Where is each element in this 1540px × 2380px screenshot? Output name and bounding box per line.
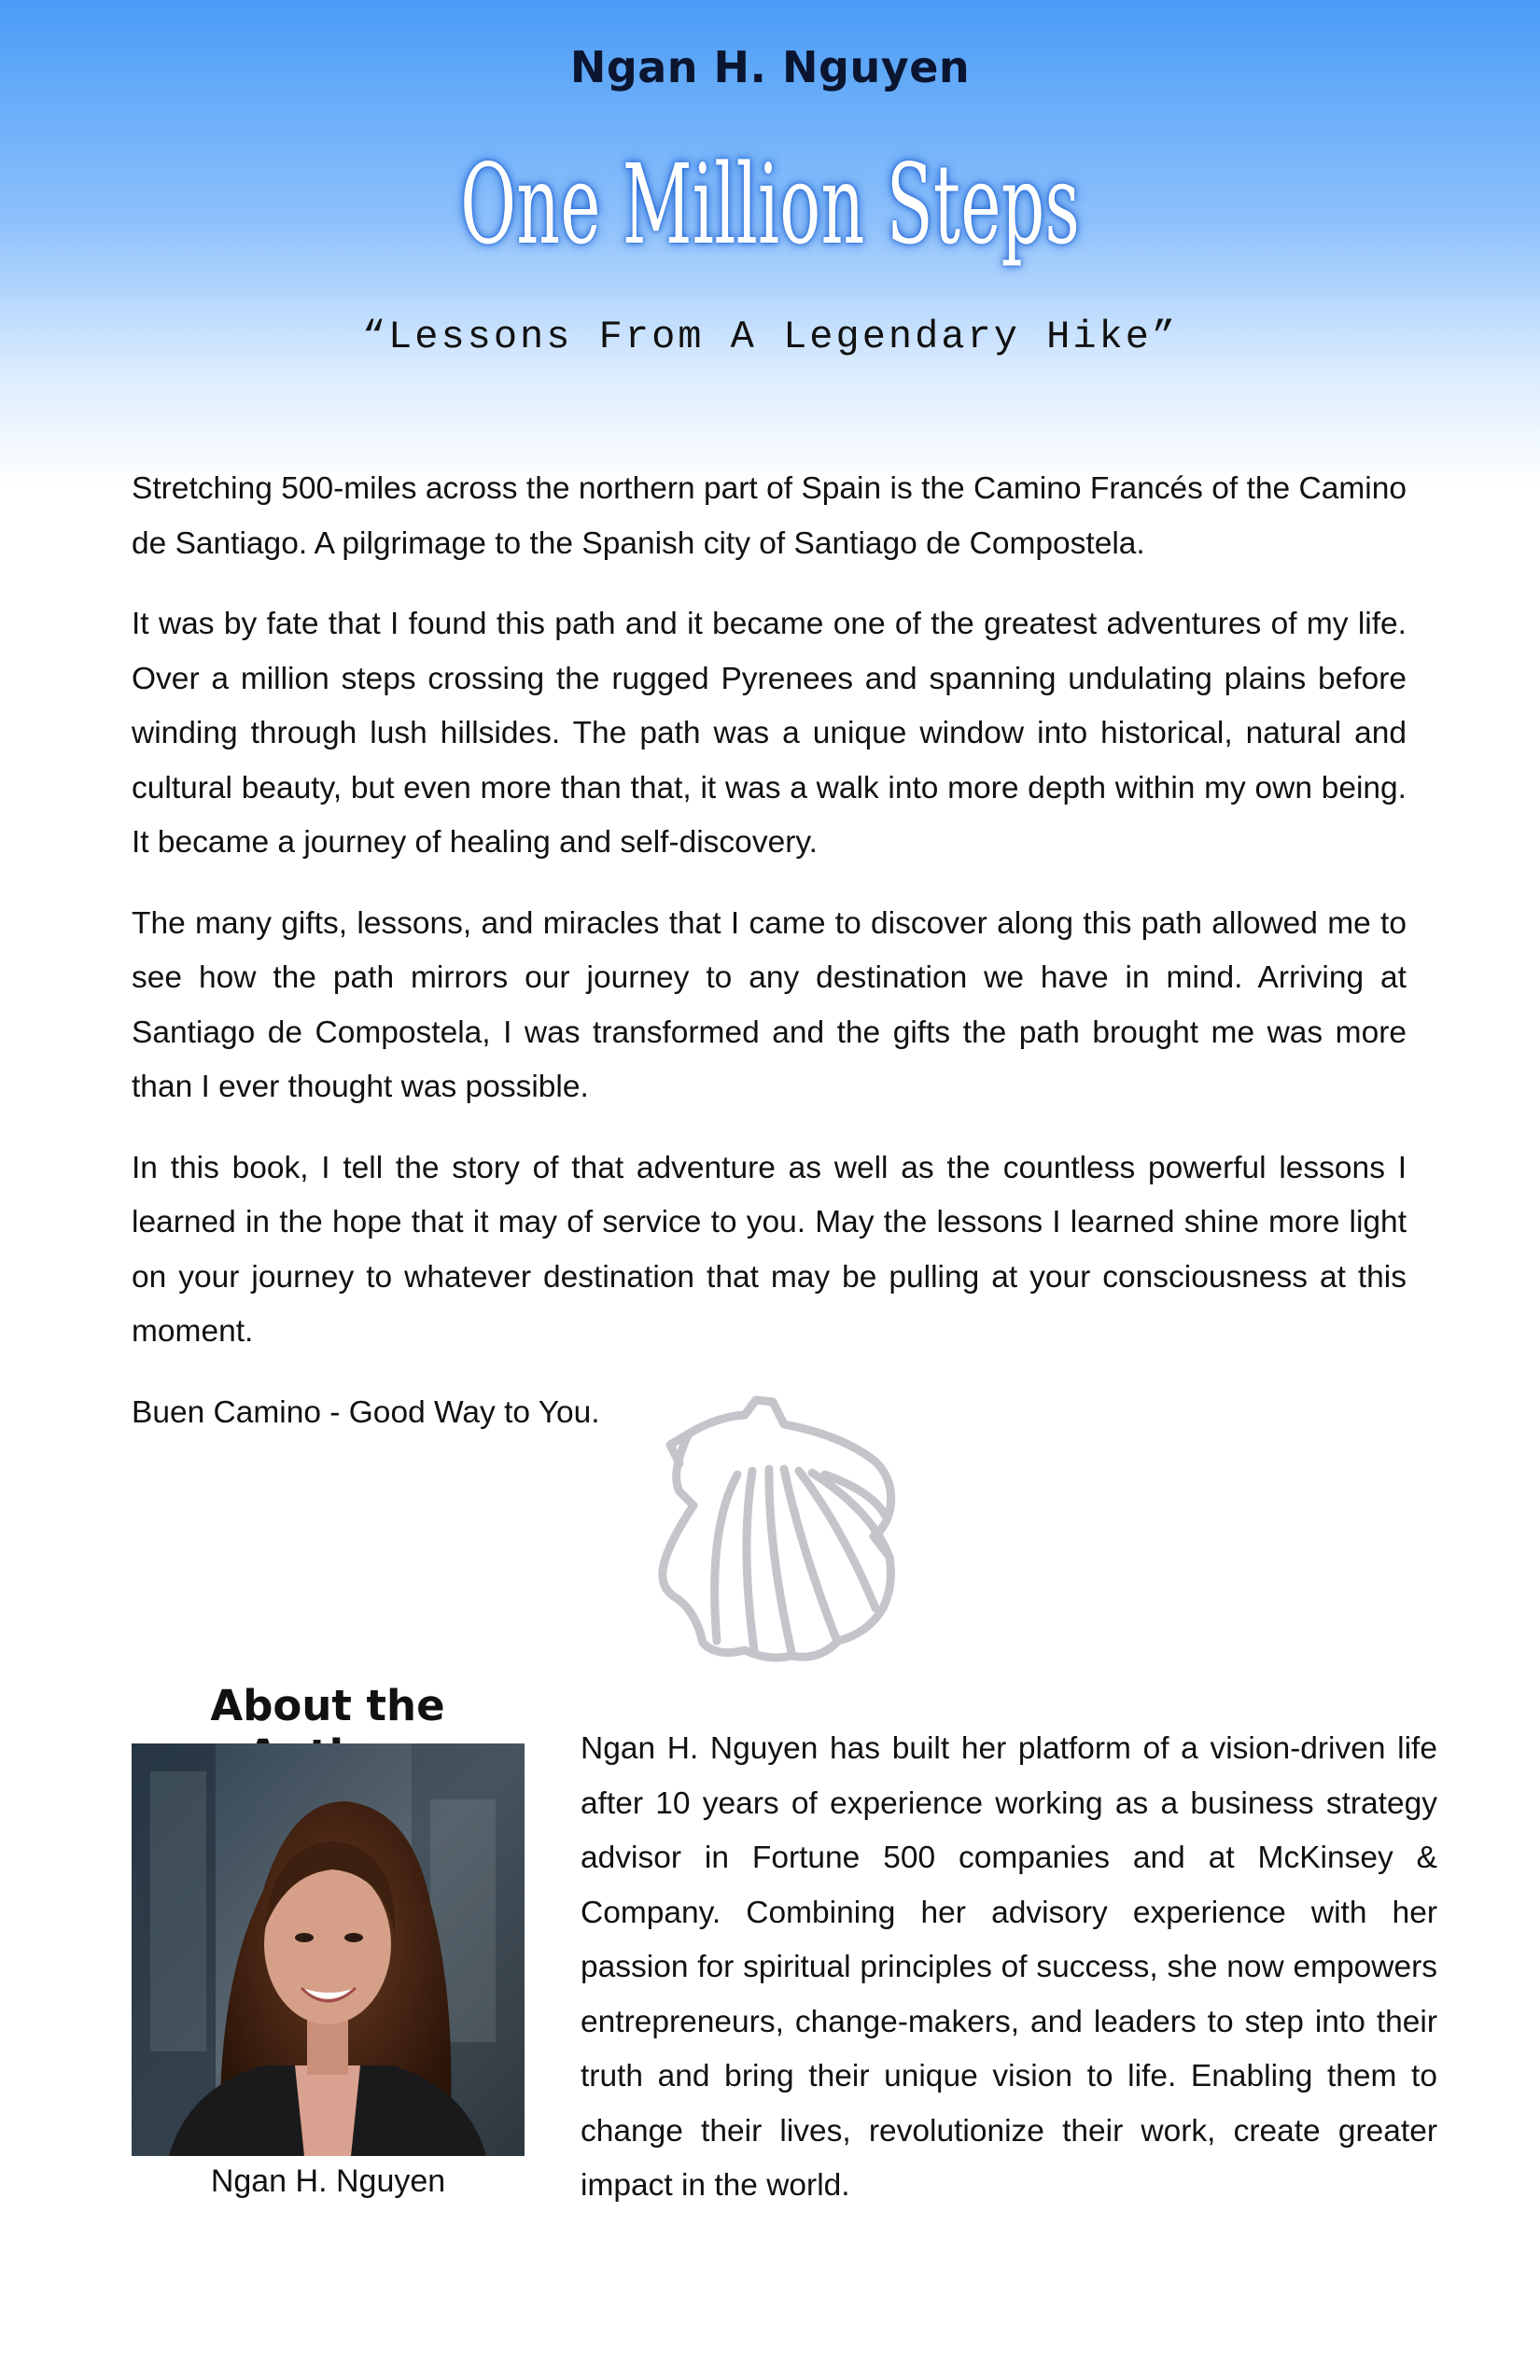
author-name: Ngan H. Nguyen xyxy=(569,42,971,92)
book-title: One Million Steps xyxy=(460,140,1080,269)
book-subtitle: “Lessons From A Legendary Hike” xyxy=(361,315,1179,359)
scallop-shell-icon xyxy=(651,1389,950,1669)
paragraph-2: It was by fate that I found this path and it became one of the greatest adventures of my life. Over a million steps crossing the rugged Pyrenees and spanning undulating plains before winding through lush hillsides. The path was a unique window into historical, natural and cultural beauty, but even more than that, it was a walk into more depth within my own being. It became a journey of healing and self-discovery. xyxy=(132,607,1407,860)
bio-paragraph: Ngan H. Nguyen has built her platform of a vision-driven life after 10 years of experience working as a business strategy advisor in Fortune 500 companies and at McKinsey & Company. Combining her advisory experience with her passion for spiritual principles of success, she now empowers entrepreneurs, change-makers, and leaders to step into their truth and bring their unique vision to life. Enabling them to change their lives, revolutionize their work, create greater impact in the world. xyxy=(581,1731,1437,2203)
about-heading: About the xyxy=(210,1681,445,1730)
description xyxy=(132,462,1407,1466)
paragraph-5: Buen Camino - Good Way to You. xyxy=(132,1394,600,1430)
photo-caption: Ngan H. Nguyen xyxy=(210,2163,446,2199)
author-photo xyxy=(132,1743,525,2156)
paragraph-4: In this book, I tell the story of that adventure as well as the countless powerful lessons I learned in the hope that it may of service to you. May the lessons I learned shine more light on your journey to whatever destination that may be pulling at your consciousness at this moment. xyxy=(132,1150,1407,1349)
paragraph-3: The many gifts, lessons, and miracles that I came to discover along this path allowed me to see how the path mirrors our journey to any destination we have in mind. Arriving at Santiago de Compostela, I was transformed and the gifts the path brought me was more than I ever thought was possible. xyxy=(132,905,1407,1104)
paragraph-1: Stretching 500-miles across the northern part of Spain is the Camino Francés of the Camino de Santiago. A pilgrimage to the Spanish city of Santiago de Compostela. xyxy=(132,471,1407,561)
author-bio xyxy=(581,1722,1437,2214)
